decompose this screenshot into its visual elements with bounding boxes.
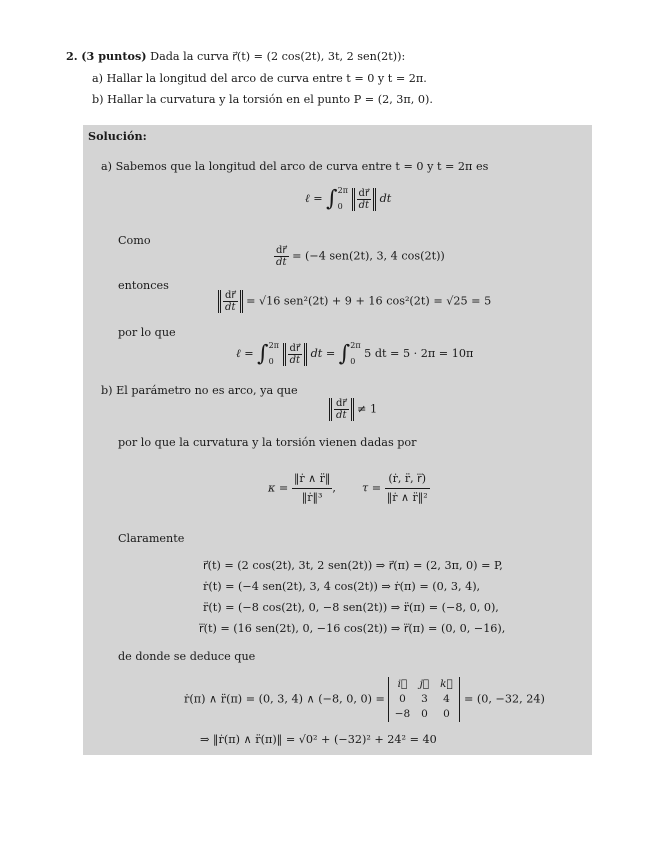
tau-den: ‖ṙ ∧ r̈‖² [385, 488, 430, 507]
integral-limits [269, 338, 279, 370]
equation-line-r-dddot: r⃛(t) = (16 sen(2t), 0, −16 cos(2t)) ⇒ r⃛(π) = (0, 0, −16), [199, 622, 506, 635]
equation-derivative [274, 245, 445, 268]
frac-den: dt [288, 354, 303, 366]
norm-derivative-2 [218, 290, 243, 313]
equation-norm [218, 290, 491, 313]
equation-line-r-ddot: r̈(t) = (−8 cos(2t), 0, −8 sen(2t)) ⇒ r̈(π) = (−8, 0, 0), [203, 601, 499, 614]
frac-num: dr⃗ [289, 342, 301, 354]
cross-rhs: = (0, −32, 24) [464, 692, 545, 706]
det-cell: 0 [421, 708, 428, 720]
frac-den: dt [223, 301, 238, 313]
eq-length-tail: dt [379, 192, 392, 205]
det-cell: 0 [399, 693, 406, 705]
problem-number: 2. [66, 49, 78, 63]
eq-result-lhs: ℓ = [236, 347, 254, 360]
eq-length-lhs: ℓ = [305, 192, 323, 205]
integral-sign: ∫ [338, 341, 351, 367]
int-upper: 2π [337, 186, 348, 195]
integral-limits [338, 183, 348, 215]
problem-statement: Dada la curva r⃗(t) = (2 cos(2t), 3t, 2 sen(2t)): [150, 50, 406, 63]
det-cell: 0 [443, 708, 450, 720]
part-b-statement: b) Hallar la curvatura y la torsión en el punto P = (2, 3π, 0). [92, 93, 433, 106]
equation-final-norm: ⇒ ‖ṙ(π) ∧ r̈(π)‖ = √0² + (−32)² + 24² = 40 [200, 733, 437, 746]
equation-result [236, 338, 473, 370]
norm-derivative-4 [329, 398, 354, 421]
frac-den: dt [357, 199, 372, 211]
cross-lhs: ṙ(π) ∧ r̈(π) = (0, 3, 4) ∧ (−8, 0, 0) = [184, 692, 385, 706]
equation-cross-product [184, 677, 545, 722]
fraction-tau [385, 470, 430, 507]
frac-num: dr⃗ [276, 245, 287, 256]
norm-derivative-3 [283, 343, 308, 366]
text-deduce: de donde se deduce que [118, 650, 256, 663]
int-upper: 2π [268, 341, 279, 350]
problem-header [66, 49, 405, 64]
determinant-matrix [388, 677, 460, 722]
int-upper: 2π [350, 341, 361, 350]
frac-num: dr⃗ [225, 290, 236, 301]
equation-line-r-dot: ṙ(t) = (−4 sen(2t), 3, 4 cos(2t)) ⇒ ṙ(π) = (0, 3, 4), [203, 580, 481, 593]
eq-norm-rhs: = √16 sen²(2t) + 9 + 16 cos²(2t) = √25 = 5 [246, 294, 492, 308]
text-claramente: Claramente [118, 532, 185, 545]
kappa-den: ‖ṙ‖³ [292, 488, 333, 507]
int-lower: 0 [268, 357, 274, 366]
det-cell: i⃗ [397, 678, 408, 690]
det-cell: 4 [443, 693, 450, 705]
det-cell: −8 [394, 708, 411, 720]
fraction-dr-dt-4 [288, 343, 303, 366]
int-lower: 0 [337, 202, 343, 211]
text-curvature-intro: por lo que la curvatura y la torsión vienen dadas por [118, 436, 417, 449]
eq-neq: ≠ 1 [357, 402, 378, 416]
integral-sign: ∫ [257, 341, 269, 367]
frac-num: dr⃗ [336, 398, 347, 409]
frac-den: dt [274, 256, 289, 268]
fraction-dr-dt-3 [223, 290, 238, 313]
text-por-lo-que: por lo que [118, 326, 176, 339]
fraction-dr-dt-2 [274, 245, 289, 268]
kappa-lhs: κ = [268, 481, 289, 495]
equation-line-r: r⃗(t) = (2 cos(2t), 3t, 2 sen(2t)) ⇒ r⃗(π) = (2, 3π, 0) = P, [203, 559, 503, 572]
text-entonces: entonces [118, 279, 169, 292]
fraction-kappa [292, 470, 333, 507]
eq-deriv-rhs: = (−4 sen(2t), 3, 4 cos(2t)) [292, 249, 445, 263]
fraction-dr-dt [357, 188, 372, 211]
fraction-dr-dt-5 [334, 398, 349, 421]
norm-derivative [352, 188, 377, 211]
solution-a-intro: a) Sabemos que la longitud del arco de curva entre t = 0 y t = 2π es [101, 160, 489, 173]
integral-sign: ∫ [326, 186, 338, 212]
det-cell: j⃗ [419, 678, 430, 690]
tau-lhs: τ = [362, 481, 382, 495]
equation-not-arc [329, 398, 377, 421]
int-lower: 0 [350, 357, 356, 366]
frac-num: dr⃗ [358, 187, 370, 199]
tau-num: (ṙ, r̈, r⃛) [388, 472, 426, 485]
equation-tau [362, 470, 430, 507]
equation-arc-length [305, 183, 391, 215]
text-como: Como [118, 234, 151, 247]
frac-den: dt [334, 409, 349, 421]
problem-points: (3 puntos) [81, 49, 147, 63]
kappa-num: ‖ṙ ∧ r̈‖ [293, 472, 331, 485]
integral-limits [350, 338, 360, 370]
det-cell: 3 [421, 693, 428, 705]
solution-title: Solución: [88, 129, 147, 143]
eq-result-rhs: 5 dt = 5 · 2π = 10π [364, 347, 474, 360]
equation-kappa: κ = $\frac{\text{‖ṙ ∧ r̈‖}}{\text{‖ṙ‖³}}$ , [268, 470, 336, 507]
part-a-statement: a) Hallar la longitud del arco de curva entre t = 0 y t = 2π. [92, 72, 427, 85]
eq-result-mid: dt = [310, 347, 336, 360]
solution-b-intro: b) El parámetro no es arco, ya que [101, 384, 298, 397]
det-cell: k⃗ [440, 678, 453, 690]
